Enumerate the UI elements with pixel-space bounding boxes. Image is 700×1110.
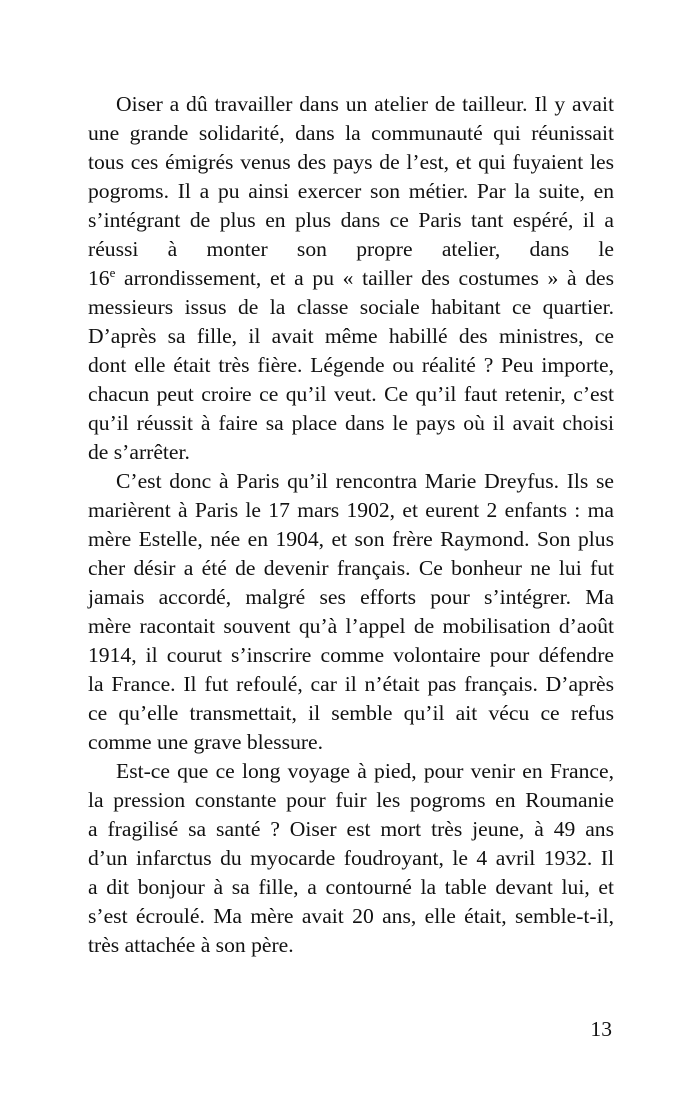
text-line: réussi à monter son propre atelier, dans le	[88, 237, 614, 261]
text-line: s’intégrant de plus en plus dans ce Paris tant espéré, il a	[88, 208, 614, 232]
text-line: pogroms. Il a pu ainsi exercer son métier. Par la suite, en	[88, 179, 614, 203]
text-line: cher désir a été de devenir français. Ce bonheur ne lui fut	[88, 556, 614, 580]
paragraph-2	[88, 467, 614, 757]
text-line: ce qu’elle transmettait, il semble qu’il ait vécu ce refus	[88, 701, 614, 725]
text-line: Est-ce que ce long voyage à pied, pour venir en France,	[116, 759, 614, 783]
text-line: D’après sa fille, il avait même habillé des ministres, ce	[88, 324, 614, 348]
text-line: qu’il réussit à faire sa place dans le pays où il avait choisi	[88, 411, 614, 435]
ordinal-superscript: e	[109, 264, 116, 280]
text-line: a dit bonjour à sa fille, a contourné la table devant lui, et	[88, 875, 614, 899]
line-continuation: arrondissement, et a pu « tailler des costumes » à des	[115, 266, 614, 290]
text-line: 1914, il courut s’inscrire comme volontaire pour défendre	[88, 643, 614, 667]
text-line: de s’arrêter.	[88, 440, 190, 464]
text-line: une grande solidarité, dans la communauté qui réunissait	[88, 121, 614, 145]
text-line: a fragilisé sa santé ? Oiser est mort très jeune, à 49 ans	[88, 817, 614, 841]
text-line: la pression constante pour fuir les pogroms en Roumanie	[88, 788, 614, 812]
text-line	[88, 264, 614, 293]
text-line: la France. Il fut refoulé, car il n’était pas français. D’après	[88, 672, 614, 696]
text-line: d’un infarctus du myocarde foudroyant, le 4 avril 1932. Il	[88, 846, 614, 870]
text-line: marièrent à Paris le 17 mars 1902, et eurent 2 enfants : ma	[88, 498, 614, 522]
text-line: chacun peut croire ce qu’il veut. Ce qu’il faut retenir, c’est	[88, 382, 614, 406]
text-line: jamais accordé, malgré ses efforts pour s’intégrer. Ma	[88, 585, 614, 609]
text-line: Oiser a dû travailler dans un atelier de tailleur. Il y avait	[116, 92, 614, 116]
text-line: comme une grave blessure.	[88, 730, 324, 754]
ordinal-number: 16	[88, 266, 110, 290]
text-line: très attachée à son père.	[88, 933, 294, 957]
text-line: mère racontait souvent qu’à l’appel de mobilisation d’août	[88, 614, 614, 638]
text-line: mère Estelle, née en 1904, et son frère Raymond. Son plus	[88, 527, 614, 551]
paragraph-1	[88, 90, 614, 467]
text-line: dont elle était très fière. Légende ou réalité ? Peu importe,	[88, 353, 614, 377]
text-line: messieurs issus de la classe sociale habitant ce quartier.	[88, 295, 614, 319]
paragraph-3	[88, 757, 614, 960]
body-text	[88, 90, 614, 960]
page-number: 13	[590, 1017, 612, 1041]
text-line: tous ces émigrés venus des pays de l’est, et qui fuyaient les	[88, 150, 614, 174]
text-line: C’est donc à Paris qu’il rencontra Marie Dreyfus. Ils se	[116, 469, 614, 493]
text-line: s’est écroulé. Ma mère avait 20 ans, elle était, semble-t-il,	[88, 904, 614, 928]
